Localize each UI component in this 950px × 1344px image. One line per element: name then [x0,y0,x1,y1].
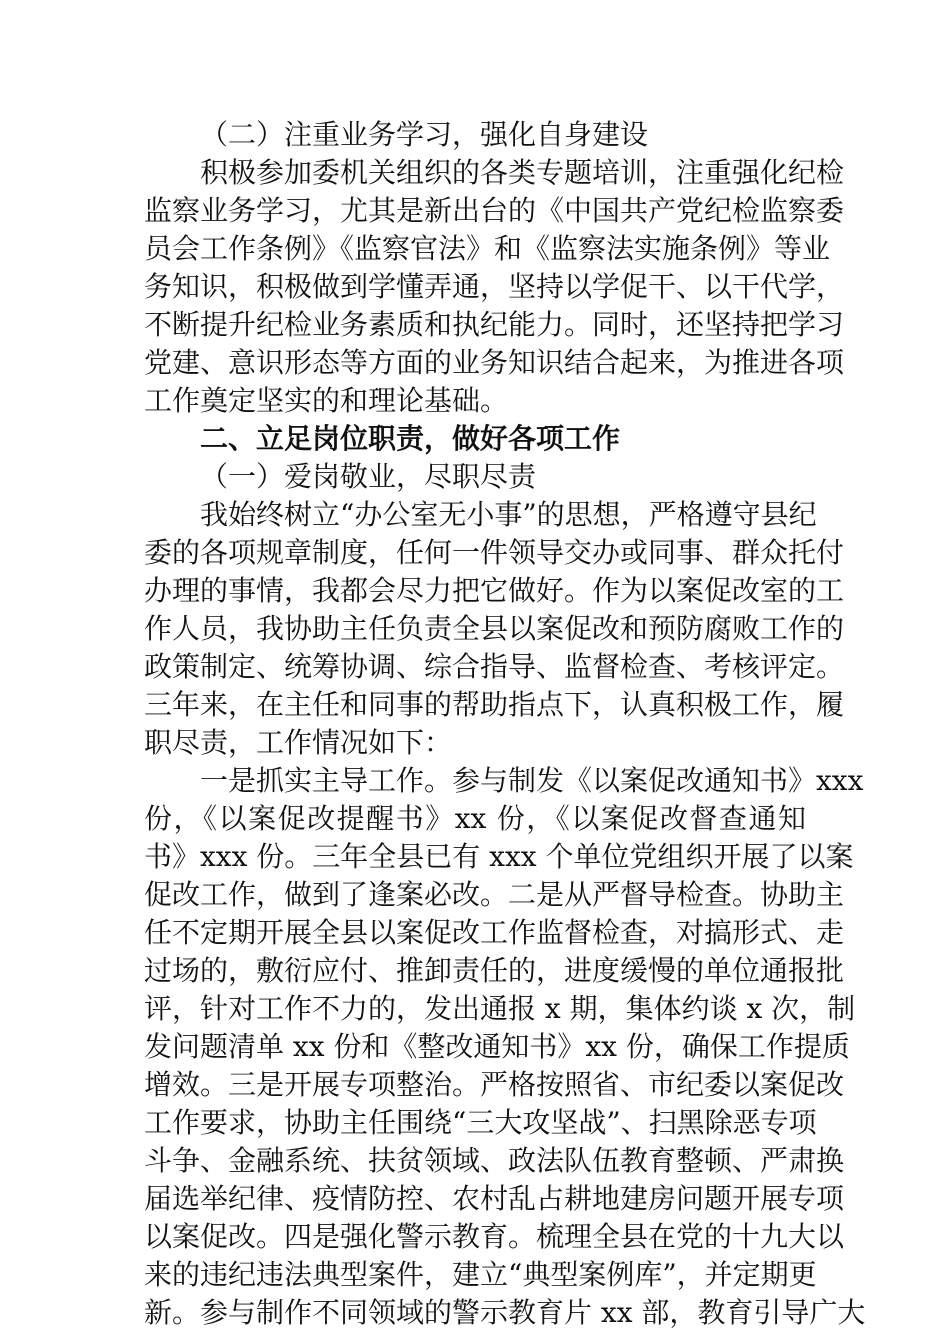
paragraph-line: 积极参加委机关组织的各类专题培训，注重强化纪检 [200,156,845,189]
paragraph-line: 委的各项规章制度，任何一件领导交办或同事、群众托付 [144,536,845,569]
chapter-heading-2: 二、立足岗位职责，做好各项工作 [200,422,621,455]
paragraph-line: 一是抓实主导工作。参与制发《以案促改通知书》xxx [200,764,864,797]
paragraph-line: 来的违纪违法典型案件，建立“典型案例库”，并定期更 [144,1258,817,1291]
paragraph-line: 政策制定、统筹协调、综合指导、监督检查、考核评定。 [144,650,845,683]
paragraph-line: 斗争、金融系统、扶贫领域、政法队伍教育整顿、严肃换 [144,1144,845,1177]
paragraph-line: 办理的事情，我都会尽力把它做好。作为以案促改室的工 [144,574,845,607]
paragraph-line: 工作奠定坚实的和理论基础。 [144,384,509,417]
paragraph-line: 届选举纪律、疫情防控、农村乱占耕地建房问题开展专项 [144,1182,845,1215]
paragraph-line: 不断提升纪检业务素质和执纪能力。同时，还坚持把学习 [144,308,845,341]
paragraph-line: 促改工作，做到了逢案必改。二是从严督导检查。协助主 [144,878,845,911]
paragraph-line: 新。参与制作不同领域的警示教育片 xx 部，教育引导广大 [144,1296,866,1329]
section-heading-2: （二）注重业务学习，强化自身建设 [200,118,649,151]
paragraph-line: 职尽责，工作情况如下： [144,726,453,759]
paragraph-line: 三年来，在主任和同事的帮助指点下，认真积极工作，履 [144,688,845,721]
paragraph-line: 评，针对工作不力的，发出通报 x 期，集体约谈 x 次，制 [144,992,856,1025]
paragraph-line: 份，《以案促改提醒书》xx 份，《以案促改督查通知 [144,802,806,835]
paragraph-line: 监察业务学习，尤其是新出台的《中国共产党纪检监察委 [144,194,845,227]
paragraph-line: 党建、意识形态等方面的业务知识结合起来，为推进各项 [144,346,845,379]
paragraph-line: 工作要求，协助主任围绕“三大攻坚战”、扫黑除恶专项 [144,1106,817,1139]
paragraph-line: 我始终树立“办公室无小事”的思想，严格遵守县纪 [200,498,817,531]
paragraph-line: 员会工作条例》《监察官法》和《监察法实施条例》等业 [144,232,831,265]
paragraph-line: 作人员，我协助主任负责全县以案促改和预防腐败工作的 [144,612,845,645]
paragraph-line: 书》xxx 份。三年全县已有 xxx 个单位党组织开展了以案 [144,840,854,873]
section-heading-1: （一）爱岗敬业，尽职尽责 [200,460,537,493]
paragraph-line: 发问题清单 xx 份和《整改通知书》xx 份，确保工作提质 [144,1030,850,1063]
paragraph-line: 任不定期开展全县以案促改工作监督检查，对搞形式、走 [144,916,845,949]
paragraph-line: 增效。三是开展专项整治。严格按照省、市纪委以案促改 [144,1068,845,1101]
paragraph-line: 以案促改。四是强化警示教育。梳理全县在党的十九大以 [144,1220,845,1253]
paragraph-line: 过场的，敷衍应付、推卸责任的，进度缓慢的单位通报批 [144,954,845,987]
paragraph-line: 务知识，积极做到学懂弄通，坚持以学促干、以干代学， [144,270,845,303]
